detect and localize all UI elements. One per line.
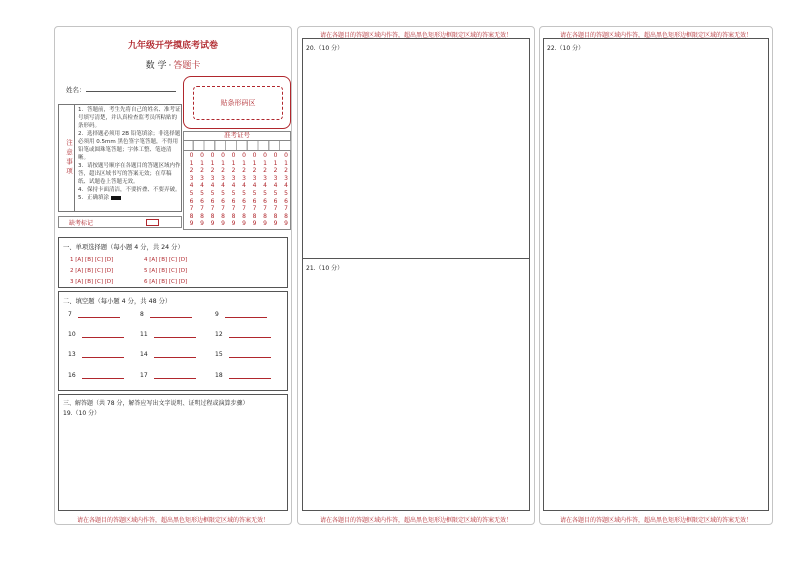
digit-bubble[interactable]: 2 (221, 167, 225, 175)
fill-blank-number: 7 (68, 311, 72, 318)
digit-bubble[interactable]: 1 (189, 159, 194, 167)
notice-title: 注意事项 (58, 104, 75, 212)
digit-bubble[interactable]: 8 (200, 212, 204, 220)
digit-bubble[interactable]: 3 (200, 174, 204, 182)
digit-bubble[interactable]: 4 (273, 182, 278, 190)
digit-bubble[interactable]: 5 (210, 189, 215, 197)
digit-bubble[interactable]: 0 (252, 152, 257, 159)
digit-bubble[interactable]: 7 (273, 205, 278, 213)
fill-blank-line[interactable] (82, 332, 124, 338)
section1-title: 一、单项选择题（每小题 4 分，共 24 分） (63, 244, 184, 251)
digit-column[interactable] (187, 152, 196, 228)
digit-bubble[interactable]: 3 (242, 174, 246, 182)
choice-q1[interactable]: 1 [A] [B] [C] [D] (70, 257, 114, 263)
digit-bubble[interactable]: 9 (284, 220, 288, 228)
question-21-label: 21.（10 分） (306, 265, 344, 272)
fill-blank-number: 8 (140, 311, 144, 318)
notice-5 (78, 194, 181, 202)
digit-bubble[interactable]: 4 (252, 182, 257, 190)
digit-column[interactable] (229, 152, 238, 228)
digit-bubble[interactable]: 1 (242, 159, 246, 167)
fill-blank-number: 14 (140, 351, 148, 358)
fill-blank-number: 12 (215, 331, 223, 338)
warning-panel-3-bottom: 请在各题目的答题区域内作答，超出黑色矩形边框限定区域的答案无效！ (559, 517, 752, 524)
digit-column[interactable] (240, 152, 249, 228)
choice-q2[interactable]: 2 [A] [B] [C] [D] (70, 268, 114, 274)
fill-blank-number: 17 (140, 372, 148, 379)
digit-bubble[interactable]: 8 (221, 212, 225, 220)
digit-bubble[interactable]: 9 (252, 220, 257, 228)
choice-q6[interactable]: 6 [A] [B] [C] [D] (144, 279, 188, 285)
digit-bubble[interactable]: 6 (210, 197, 215, 205)
digit-bubble[interactable]: 7 (252, 205, 257, 213)
digit-bubble[interactable]: 6 (200, 197, 204, 205)
digit-bubble[interactable]: 8 (210, 212, 215, 220)
digit-bubble[interactable]: 7 (231, 205, 236, 213)
filled-sample-mark (111, 196, 121, 200)
digit-bubble[interactable]: 2 (200, 167, 204, 175)
digit-bubble[interactable]: 6 (273, 197, 278, 205)
fill-blank-number: 18 (215, 372, 223, 379)
digit-bubble[interactable]: 3 (252, 174, 257, 182)
notice-5-text: 5．正确填涂 (78, 195, 109, 201)
absent-checkbox[interactable] (146, 219, 159, 226)
digit-bubble[interactable]: 5 (221, 189, 225, 197)
digit-bubble[interactable]: 6 (231, 197, 236, 205)
digit-bubble[interactable]: 5 (252, 189, 257, 197)
sticker-area-label: 贴条形码区 (220, 99, 256, 107)
digit-bubble[interactable]: 4 (231, 182, 236, 190)
digit-bubble[interactable]: 2 (284, 167, 288, 175)
fill-blank-number: 11 (140, 331, 148, 338)
question-21-box (302, 258, 530, 511)
digit-bubble[interactable]: 5 (242, 189, 246, 197)
digit-bubble[interactable]: 0 (200, 152, 204, 159)
sticker-area (193, 86, 283, 120)
digit-bubble[interactable]: 9 (231, 220, 236, 228)
digit-bubble[interactable]: 0 (189, 152, 194, 159)
fill-blank-number: 13 (68, 351, 76, 358)
digit-bubble[interactable]: 0 (221, 152, 225, 159)
fill-blank-item (215, 372, 271, 379)
digit-bubble[interactable]: 2 (273, 167, 278, 175)
digit-column[interactable] (250, 152, 259, 228)
digit-bubble[interactable]: 2 (263, 167, 267, 175)
fill-blank-line[interactable] (150, 312, 192, 318)
digit-bubble[interactable]: 7 (189, 205, 194, 213)
digit-bubble[interactable]: 0 (263, 152, 267, 159)
digit-bubble[interactable]: 8 (242, 212, 246, 220)
fill-blank-number: 15 (215, 351, 223, 358)
digit-bubble[interactable]: 7 (221, 205, 225, 213)
digit-bubble[interactable]: 5 (263, 189, 267, 197)
digit-bubble[interactable]: 1 (284, 159, 288, 167)
digit-bubble[interactable]: 3 (210, 174, 215, 182)
digit-bubble[interactable]: 5 (200, 189, 204, 197)
digit-bubble[interactable]: 2 (231, 167, 236, 175)
digit-bubble[interactable]: 8 (284, 212, 288, 220)
fill-blank-item (215, 311, 267, 318)
digit-column[interactable] (261, 152, 270, 228)
digit-bubble[interactable]: 1 (200, 159, 204, 167)
name-label: 姓名： (66, 86, 86, 94)
fill-blank-item (140, 372, 196, 379)
digit-bubble[interactable]: 4 (221, 182, 225, 190)
digit-bubble[interactable]: 5 (284, 189, 288, 197)
fill-blank-line[interactable] (225, 312, 267, 318)
choice-q4[interactable]: 4 [A] [B] [C] [D] (144, 257, 188, 263)
digit-bubble[interactable]: 1 (263, 159, 267, 167)
digit-bubble[interactable]: 1 (273, 159, 278, 167)
exam-number-write-cells (183, 141, 291, 151)
absent-label: 缺考标记 (68, 220, 93, 227)
fill-blank-line[interactable] (154, 332, 196, 338)
digit-bubble[interactable]: 8 (263, 212, 267, 220)
digit-bubble[interactable]: 3 (273, 174, 278, 182)
digit-bubble[interactable]: 6 (284, 197, 288, 205)
digit-bubble[interactable]: 0 (273, 152, 278, 159)
fill-blank-line[interactable] (154, 352, 196, 358)
digit-column[interactable] (282, 152, 291, 228)
fill-blank-line[interactable] (154, 373, 196, 379)
notice-4: 4．保持卡面清洁，不要折叠、不要弄破。 (78, 187, 181, 193)
digit-bubble[interactable]: 1 (210, 159, 215, 167)
question-19-label: 19.（10 分） (63, 410, 101, 417)
digit-bubble[interactable]: 7 (263, 205, 267, 213)
warning-panel-1: 请在各题目的答题区域内作答，超出黑色矩形边框限定区域的答案无效！ (76, 517, 269, 524)
warning-panel-2-bottom: 请在各题目的答题区域内作答，超出黑色矩形边框限定区域的答案无效！ (319, 517, 512, 524)
digit-bubble[interactable]: 9 (242, 220, 246, 228)
digit-bubble[interactable]: 9 (273, 220, 278, 228)
digit-bubble[interactable]: 6 (263, 197, 267, 205)
digit-column[interactable] (271, 152, 280, 228)
fill-blank-number: 10 (68, 331, 76, 338)
fill-blank-item (68, 331, 124, 338)
digit-bubble[interactable]: 3 (263, 174, 267, 182)
digit-bubble[interactable]: 8 (189, 212, 194, 220)
name-field[interactable] (86, 91, 176, 92)
digit-bubble[interactable]: 5 (231, 189, 236, 197)
subject-line: 数 学 · 答题卡 (145, 61, 201, 71)
question-20-label: 20.（10 分） (306, 45, 344, 52)
digit-bubble[interactable]: 9 (263, 220, 267, 228)
digit-bubble[interactable]: 3 (221, 174, 225, 182)
digit-bubble[interactable]: 8 (252, 212, 257, 220)
digit-bubble[interactable]: 6 (221, 197, 225, 205)
digit-bubble[interactable]: 9 (189, 220, 194, 228)
digit-bubble[interactable]: 9 (221, 220, 225, 228)
digit-bubble[interactable]: 5 (273, 189, 278, 197)
digit-bubble[interactable]: 9 (210, 220, 215, 228)
choice-q3[interactable]: 3 [A] [B] [C] [D] (70, 279, 114, 285)
subject-label: 数 学 (145, 61, 167, 71)
digit-bubble[interactable]: 8 (231, 212, 236, 220)
digit-bubble[interactable]: 4 (189, 182, 194, 190)
fill-blank-line[interactable] (78, 312, 120, 318)
digit-bubble[interactable]: 4 (242, 182, 246, 190)
fill-blank-item (140, 351, 196, 358)
notice-2: 2．选择题必须用 2B 铅笔填涂；非选择题必须用 0.5mm 黑色签字笔答题，不得用铅笔或圆珠笔答题；字体工整、笔迹清晰。 (78, 131, 181, 161)
fill-blank-item (215, 331, 271, 338)
digit-bubble[interactable]: 2 (210, 167, 215, 175)
digit-bubble[interactable]: 6 (242, 197, 246, 205)
fill-blank-item (140, 331, 196, 338)
fill-blank-line[interactable] (229, 332, 271, 338)
fill-blank-item (215, 351, 271, 358)
digit-bubble[interactable]: 9 (200, 220, 204, 228)
digit-bubble[interactable]: 7 (242, 205, 246, 213)
notice-3: 3．请按题号顺序在各题目的答题区域内作答，超出区域书写的答案无效；在草稿纸、试题卷上答题无效。 (78, 163, 181, 185)
digit-bubble[interactable]: 4 (200, 182, 204, 190)
fill-blank-item (140, 311, 192, 318)
fill-blank-line[interactable] (229, 352, 271, 358)
digit-bubble[interactable]: 2 (252, 167, 257, 175)
exam-number-label: 准考证号 (183, 131, 291, 141)
warning-panel-3-top: 请在各题目的答题区域内作答，超出黑色矩形边框限定区域的答案无效！ (559, 32, 752, 39)
fill-blank-line[interactable] (82, 373, 124, 379)
digit-bubble[interactable]: 3 (284, 174, 288, 182)
choice-q5[interactable]: 5 [A] [B] [C] [D] (144, 268, 188, 274)
notice-1: 1．答题前，考生先将自己的姓名、准考证号填写清楚，并认真检查监考员所粘贴的条形码。 (78, 107, 181, 129)
digit-bubble[interactable]: 1 (252, 159, 257, 167)
exam-title: 九年级开学摸底考试卷 (127, 41, 218, 51)
digit-column[interactable] (219, 152, 228, 228)
digit-bubble[interactable]: 5 (189, 189, 194, 197)
digit-bubble[interactable]: 4 (284, 182, 288, 190)
digit-bubble[interactable]: 6 (189, 197, 194, 205)
section2-title: 二、填空题（每小题 4 分，共 48 分） (63, 298, 172, 305)
exam-number-digit-columns (187, 152, 291, 230)
question-22-label: 22.（10 分） (547, 45, 585, 52)
question-22-box (543, 38, 769, 511)
digit-column[interactable] (198, 152, 207, 228)
notice-list (78, 106, 181, 202)
digit-bubble[interactable]: 4 (263, 182, 267, 190)
digit-bubble[interactable]: 3 (231, 174, 236, 182)
fill-blank-line[interactable] (229, 373, 271, 379)
digit-bubble[interactable]: 2 (189, 167, 194, 175)
fill-blank-item (68, 372, 124, 379)
question-20-box (302, 38, 530, 259)
digit-column[interactable] (208, 152, 217, 228)
digit-bubble[interactable]: 7 (200, 205, 204, 213)
digit-bubble[interactable]: 4 (210, 182, 215, 190)
fill-blank-number: 16 (68, 372, 76, 379)
fill-blank-item (68, 311, 120, 318)
digit-bubble[interactable]: 3 (189, 174, 194, 182)
section3-title: 三、解答题（共 78 分，解答应写出文字说明、证明过程或演算步骤） (63, 400, 249, 407)
warning-panel-2-top: 请在各题目的答题区域内作答，超出黑色矩形边框限定区域的答案无效！ (319, 32, 512, 39)
digit-bubble[interactable]: 0 (210, 152, 215, 159)
fill-blank-line[interactable] (82, 352, 124, 358)
digit-bubble[interactable]: 8 (273, 212, 278, 220)
digit-bubble[interactable]: 0 (231, 152, 236, 159)
fill-blank-number: 9 (215, 311, 219, 318)
digit-bubble[interactable]: 7 (284, 205, 288, 213)
digit-bubble[interactable]: 7 (210, 205, 215, 213)
digit-bubble[interactable]: 6 (252, 197, 257, 205)
digit-bubble[interactable]: 1 (221, 159, 225, 167)
digit-bubble[interactable]: 0 (242, 152, 246, 159)
fill-blank-item (68, 351, 124, 358)
digit-bubble[interactable]: 0 (284, 152, 288, 159)
digit-bubble[interactable]: 1 (231, 159, 236, 167)
digit-bubble[interactable]: 2 (242, 167, 246, 175)
answer-card-label: 答题卡 (173, 61, 201, 71)
